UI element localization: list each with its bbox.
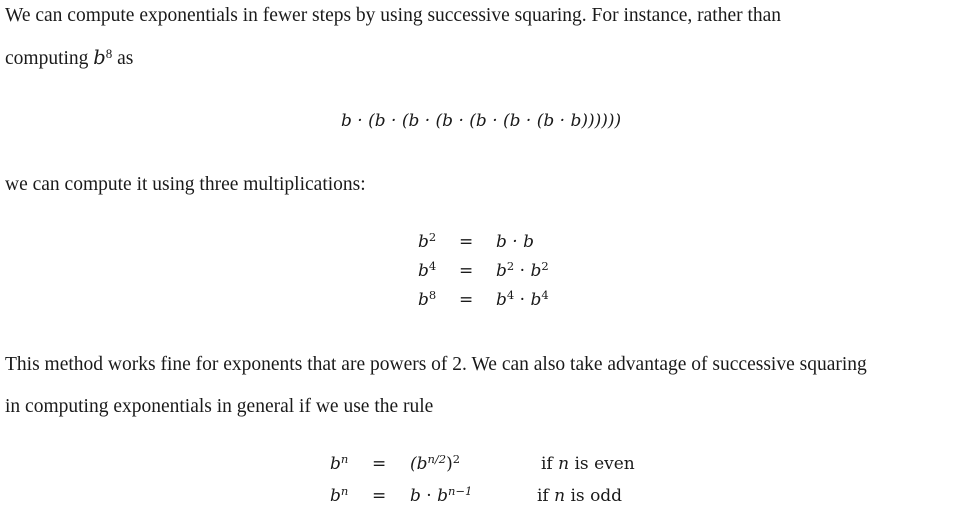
row3-lhs	[418, 287, 436, 313]
odd-rhs-op: ·	[426, 486, 432, 506]
odd-equals: =	[372, 486, 387, 506]
intro-line-2	[5, 37, 133, 80]
general-line-2	[5, 386, 433, 428]
general-line-2-text: in computing exponentials in general if we use the rule	[5, 396, 434, 417]
intro-as-text: as	[117, 48, 134, 69]
even-rhs-close: )	[446, 454, 453, 474]
intro-b-exp: 8	[105, 45, 113, 61]
squaring-row-1	[0, 229, 969, 255]
row2-rhs	[496, 258, 549, 284]
row2-lhs	[418, 258, 436, 284]
odd-rhs	[410, 483, 472, 509]
even-rhs-inner-exp: n/2	[427, 451, 447, 466]
even-rhs-open: (b	[410, 454, 428, 474]
even-lhs-exp: n	[340, 451, 349, 466]
even-lhs-base: b	[330, 454, 341, 474]
general-line-1	[5, 344, 867, 386]
row2-rhs-exp1: 2	[506, 258, 515, 273]
row1-lhs-base: b	[418, 232, 429, 252]
intro-line-1-text: We can compute exponentials in fewer steps by using successive squaring. For instance, rather than	[5, 5, 782, 26]
row2-rhs-exp2: 2	[541, 258, 549, 273]
row3-lhs-base: b	[418, 290, 429, 310]
even-lhs	[330, 451, 348, 477]
even-rhs-outer-exp: 2	[452, 451, 461, 466]
intro-b-var: b	[93, 46, 106, 69]
rule-row-even	[0, 451, 969, 477]
even-cond-var: n	[558, 454, 570, 474]
even-equals: =	[372, 454, 387, 474]
row2-equals: =	[459, 261, 474, 281]
row2-rhs-base2: b	[530, 261, 542, 281]
row3-rhs-base1: b	[496, 290, 507, 310]
odd-rhs-exp2: n−1	[448, 483, 473, 498]
squaring-row-3	[0, 287, 969, 313]
row1-equals: =	[459, 232, 474, 252]
row3-lhs-exp: 8	[428, 287, 437, 302]
row1-rhs: b · b	[496, 232, 534, 252]
row3-rhs-exp2: 4	[541, 287, 549, 302]
row3-rhs	[496, 287, 549, 313]
even-rhs	[410, 451, 460, 477]
row1-lhs	[418, 229, 436, 255]
row2-lhs-exp: 4	[428, 258, 437, 273]
nested-expression-text: b · (b · (b · (b · (b · (b · (b · b))))))	[341, 111, 622, 131]
row3-rhs-base2: b	[530, 290, 542, 310]
intro-line-1	[5, 0, 781, 37]
odd-lhs-base: b	[330, 486, 341, 506]
odd-condition	[537, 483, 622, 509]
row2-rhs-op: ·	[519, 261, 526, 281]
row2-rhs-base1: b	[496, 261, 507, 281]
row3-rhs-exp1: 4	[506, 287, 515, 302]
odd-lhs-exp: n	[340, 483, 349, 498]
odd-cond-if: if	[537, 486, 549, 506]
three-mult-line	[5, 164, 366, 206]
odd-rhs-base1: b	[410, 486, 421, 506]
row3-equals: =	[459, 290, 474, 310]
rule-row-odd	[0, 483, 969, 509]
even-condition	[541, 451, 635, 477]
odd-cond-var: n	[554, 486, 566, 506]
intro-computing-text: computing	[5, 48, 89, 69]
row2-lhs-base: b	[418, 261, 429, 281]
even-cond-text: is even	[574, 454, 635, 474]
three-mult-text: we can compute it using three multiplications:	[5, 174, 366, 195]
squaring-row-2	[0, 258, 969, 284]
row1-lhs-exp: 2	[428, 229, 437, 244]
odd-cond-text: is odd	[570, 486, 623, 506]
odd-lhs	[330, 483, 348, 509]
general-line-1-text: This method works fine for exponents that are powers of 2. We can also take advantage of successive squaring	[5, 354, 867, 375]
row3-rhs-op: ·	[519, 290, 526, 310]
even-cond-if: if	[541, 454, 553, 474]
nested-expression	[341, 111, 621, 131]
odd-rhs-base2: b	[437, 486, 448, 506]
